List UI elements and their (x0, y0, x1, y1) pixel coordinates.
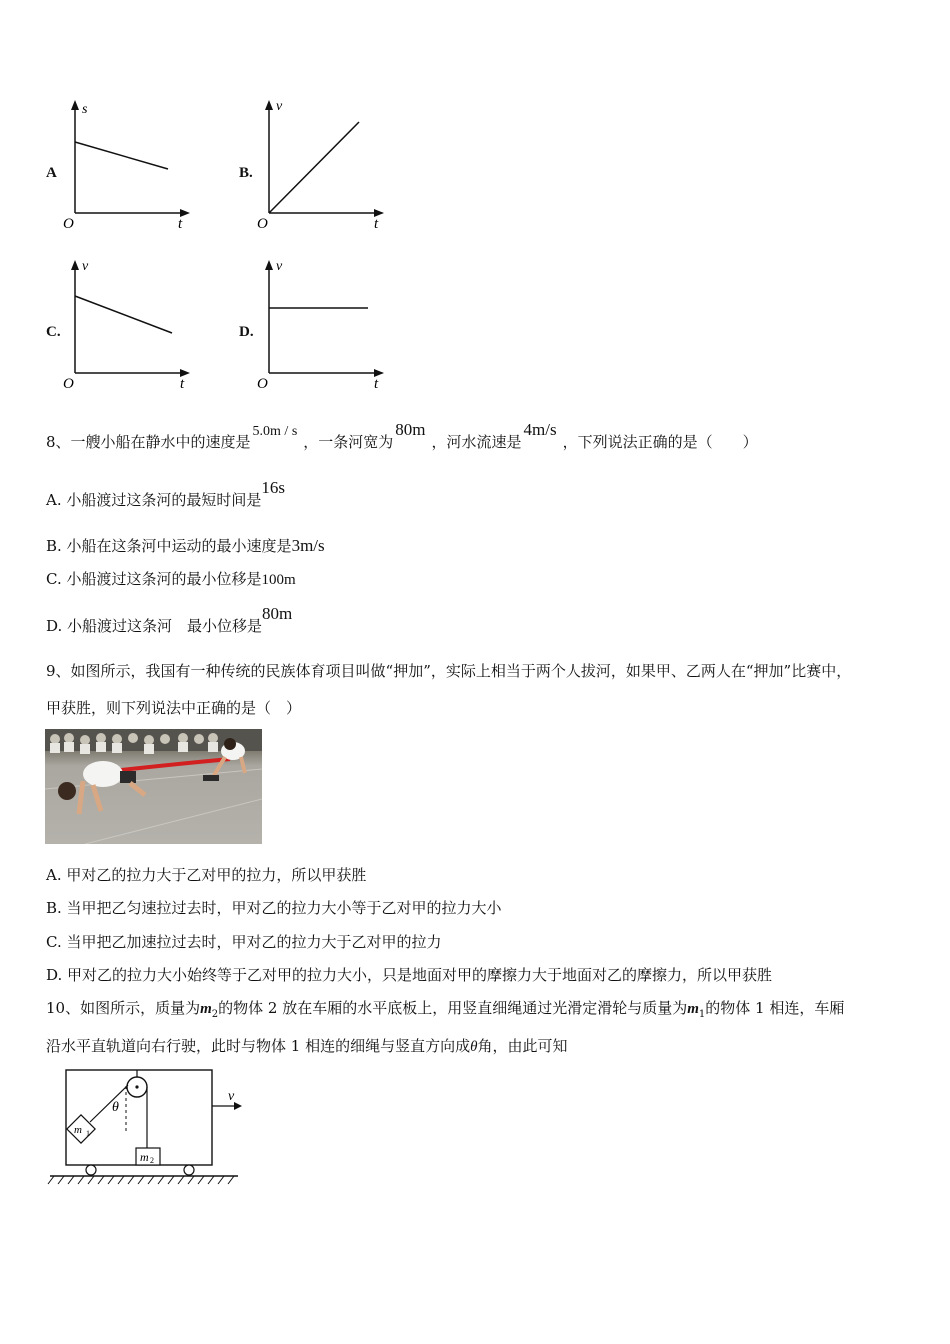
graph-a-origin: O (63, 216, 74, 232)
graph-b (252, 96, 392, 236)
graph-c-line (75, 296, 172, 333)
block-m2-label: m (140, 1150, 149, 1164)
q8-option-a-text: A. 小船渡过这条河的最短时间是 (46, 491, 262, 509)
wheel-right (184, 1165, 194, 1175)
graph-d-ylabel: v (276, 259, 283, 274)
graph-d (252, 256, 392, 396)
q8-stem-part: ，河水流速是 (431, 433, 522, 451)
q8-option-c-text: C. 小船渡过这条河的最小位移是 (46, 570, 262, 588)
graph-d-xlabel: t (374, 376, 379, 392)
q8-option-d-text: D. 小船渡过这条河 最小位移是 (46, 617, 263, 635)
block-m2-sub: 2 (150, 1156, 154, 1165)
angle-label: θ (112, 1100, 119, 1115)
graph-b-xlabel: t (374, 216, 379, 232)
q8-option-b-value: 3m/s (291, 536, 325, 555)
q8-option-b-text: B. 小船在这条河中运动的最小速度是 (46, 537, 292, 555)
q8-option-d[interactable] (46, 604, 293, 636)
q8-option-c-value: 100m (261, 572, 296, 588)
graph-c (58, 256, 198, 396)
graph-a-xlabel: t (178, 216, 183, 232)
q10-m2-sub: 2 (211, 1009, 219, 1020)
q8-stem-part: 8、一艘小船在静水中的速度是 (46, 433, 251, 451)
velocity-label: v (228, 1089, 235, 1104)
q8-option-d-value: 80m (262, 604, 293, 623)
q10-m2: m (200, 1001, 212, 1017)
q10-m1: m (687, 1001, 699, 1017)
q8-boat-speed: 5.0m / s (252, 424, 298, 439)
graph-d-origin: O (257, 376, 268, 392)
graph-c-origin: O (63, 376, 74, 392)
graph-a-label: A (46, 165, 57, 181)
block-m1-label: m (74, 1124, 82, 1136)
graph-c-ylabel: v (82, 259, 89, 274)
q9-option-a[interactable]: A. 甲对乙的拉力大于乙对甲的拉力，所以甲获胜 (46, 866, 367, 884)
graph-a-ylabel: s (82, 102, 88, 117)
q8-water-speed: 4m/s (523, 420, 557, 439)
q10-stem-line1 (46, 998, 844, 1025)
train-car-diagram (44, 1062, 254, 1190)
q10-stem-part: 的物体 2 放在车厢的水平底板上，用竖直细绳通过光滑定滑轮与质量为 (218, 999, 688, 1017)
graph-b-label: B. (239, 165, 253, 181)
q10-m1-sub: 1 (698, 1009, 706, 1020)
q10-stem-part: 的物体 1 相连，车厢 (705, 999, 845, 1017)
q9-option-d[interactable]: D. 甲对乙的拉力大小始终等于乙对甲的拉力大小，只是地面对甲的摩擦力大于地面对乙的摩擦力，所以甲获胜 (46, 966, 773, 984)
q10-stem-line2 (46, 1036, 567, 1057)
q10-stem-part: 10、如图所示，质量为 (46, 999, 201, 1017)
q8-option-a-value: 16s (261, 478, 285, 497)
q10-stem-part: 沿水平直轨道向右行驶，此时与物体 1 相连的细绳与竖直方向成 (46, 1037, 471, 1055)
q9-stem-line1: 9、如图所示，我国有一种传统的民族体育项目叫做“押加”，实际上相当于两个人拔河，如果甲、乙两人在“押加”比赛中， (46, 662, 852, 680)
q8-stem-part: ，一条河宽为 (303, 433, 394, 451)
graph-d-label: D. (239, 324, 254, 340)
graph-b-origin: O (257, 216, 268, 232)
q10-stem-part: 角，由此可知 (477, 1037, 568, 1055)
q8-option-c[interactable] (46, 569, 296, 590)
graph-c-label: C. (46, 324, 61, 340)
q10-theta: θ (470, 1039, 478, 1055)
block-m1-sub: 1 (86, 1129, 90, 1138)
q8-option-a[interactable] (46, 478, 285, 510)
tug-of-war-photo (45, 729, 262, 844)
graph-a-line (75, 142, 168, 169)
graph-a (58, 96, 198, 236)
q8-stem-part: ，下列说法正确的是（ ） (562, 433, 758, 451)
q8-option-b[interactable] (46, 536, 325, 556)
graph-b-ylabel: v (276, 99, 283, 114)
q9-option-b[interactable]: B. 当甲把乙匀速拉过去时，甲对乙的拉力大小等于乙对甲的拉力大小 (46, 899, 502, 917)
graph-b-line (269, 122, 359, 213)
q8-river-width: 80m (395, 420, 426, 439)
q9-stem-line2: 甲获胜，则下列说法中正确的是（ ） (46, 699, 302, 717)
graph-c-xlabel: t (180, 376, 185, 392)
q8-stem (46, 420, 758, 454)
q9-option-c[interactable]: C. 当甲把乙加速拉过去时，甲对乙的拉力大于乙对甲的拉力 (46, 933, 442, 951)
wheel-left (86, 1165, 96, 1175)
